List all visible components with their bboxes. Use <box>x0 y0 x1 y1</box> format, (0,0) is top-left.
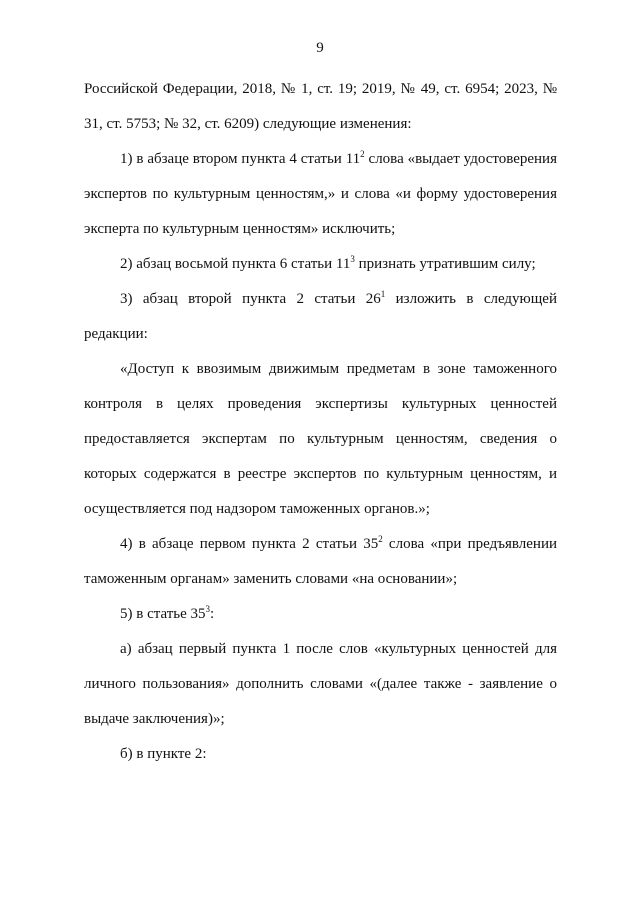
paragraph-text: б) в пункте 2: <box>120 746 207 762</box>
superscript: 1 <box>380 289 386 299</box>
paragraph-text: слова «при предъявлении таможенным органам» заменить словами «на основании»; <box>84 536 557 587</box>
paragraph-subitem-b <box>84 737 557 772</box>
document-body <box>84 72 557 772</box>
paragraph-text: : <box>210 606 215 622</box>
paragraph-item-2 <box>84 247 557 282</box>
superscript: 3 <box>205 604 211 614</box>
paragraph-quote <box>84 352 557 527</box>
superscript: 2 <box>360 149 365 159</box>
paragraph-item-3 <box>84 282 557 352</box>
paragraph-item-1 <box>84 142 557 247</box>
paragraph-subitem-a <box>84 632 557 737</box>
paragraph-item-5 <box>84 597 557 632</box>
paragraph-text: слова «выдает удостоверения экспертов по культурным ценностям,» и слова «и форму удостоверения эксперта по культурным ценностям» исключить; <box>84 151 557 237</box>
paragraph-text: изложить в следующей редакции: <box>84 291 557 342</box>
paragraph-text: Российской Федерации, 2018, № 1, ст. 19; 2019, № 49, ст. 6954; 2023, № 31, ст. 5753; № 32, ст. 6209) следующие изменения: <box>84 81 557 132</box>
paragraph-text: 2) абзац восьмой пункта 6 статьи 11 <box>120 256 351 272</box>
paragraph-text: 3) абзац второй пункта 2 статьи 26 <box>120 291 381 307</box>
paragraph-text: 5) в статье 35 <box>120 606 206 622</box>
paragraph-text: «Доступ к ввозимым движимым предметам в зоне таможенного контроля в целях проведения экспертизы культурных ценностей предоставляется экспертам по культурным ценностям, сведения о которых содержатся в реестре экспертов по культурным ценностям, и осуществляется под надзором таможенных органов.»; <box>84 361 557 517</box>
paragraph-item-4 <box>84 527 557 597</box>
superscript: 2 <box>378 534 383 544</box>
paragraph-intro <box>84 72 557 142</box>
paragraph-text: 1) в абзаце втором пункта 4 статьи 11 <box>120 151 361 167</box>
superscript: 3 <box>350 254 355 264</box>
paragraph-text: а) абзац первый пункта 1 после слов «культурных ценностей для личного пользования» дополнить словами «(далее также - заявление о выдаче заключения)»; <box>84 641 557 727</box>
paragraph-text: признать утратившим силу; <box>354 256 536 272</box>
page-number: 9 <box>316 40 324 56</box>
paragraph-text: 4) в абзаце первом пункта 2 статьи 35 <box>120 536 379 552</box>
